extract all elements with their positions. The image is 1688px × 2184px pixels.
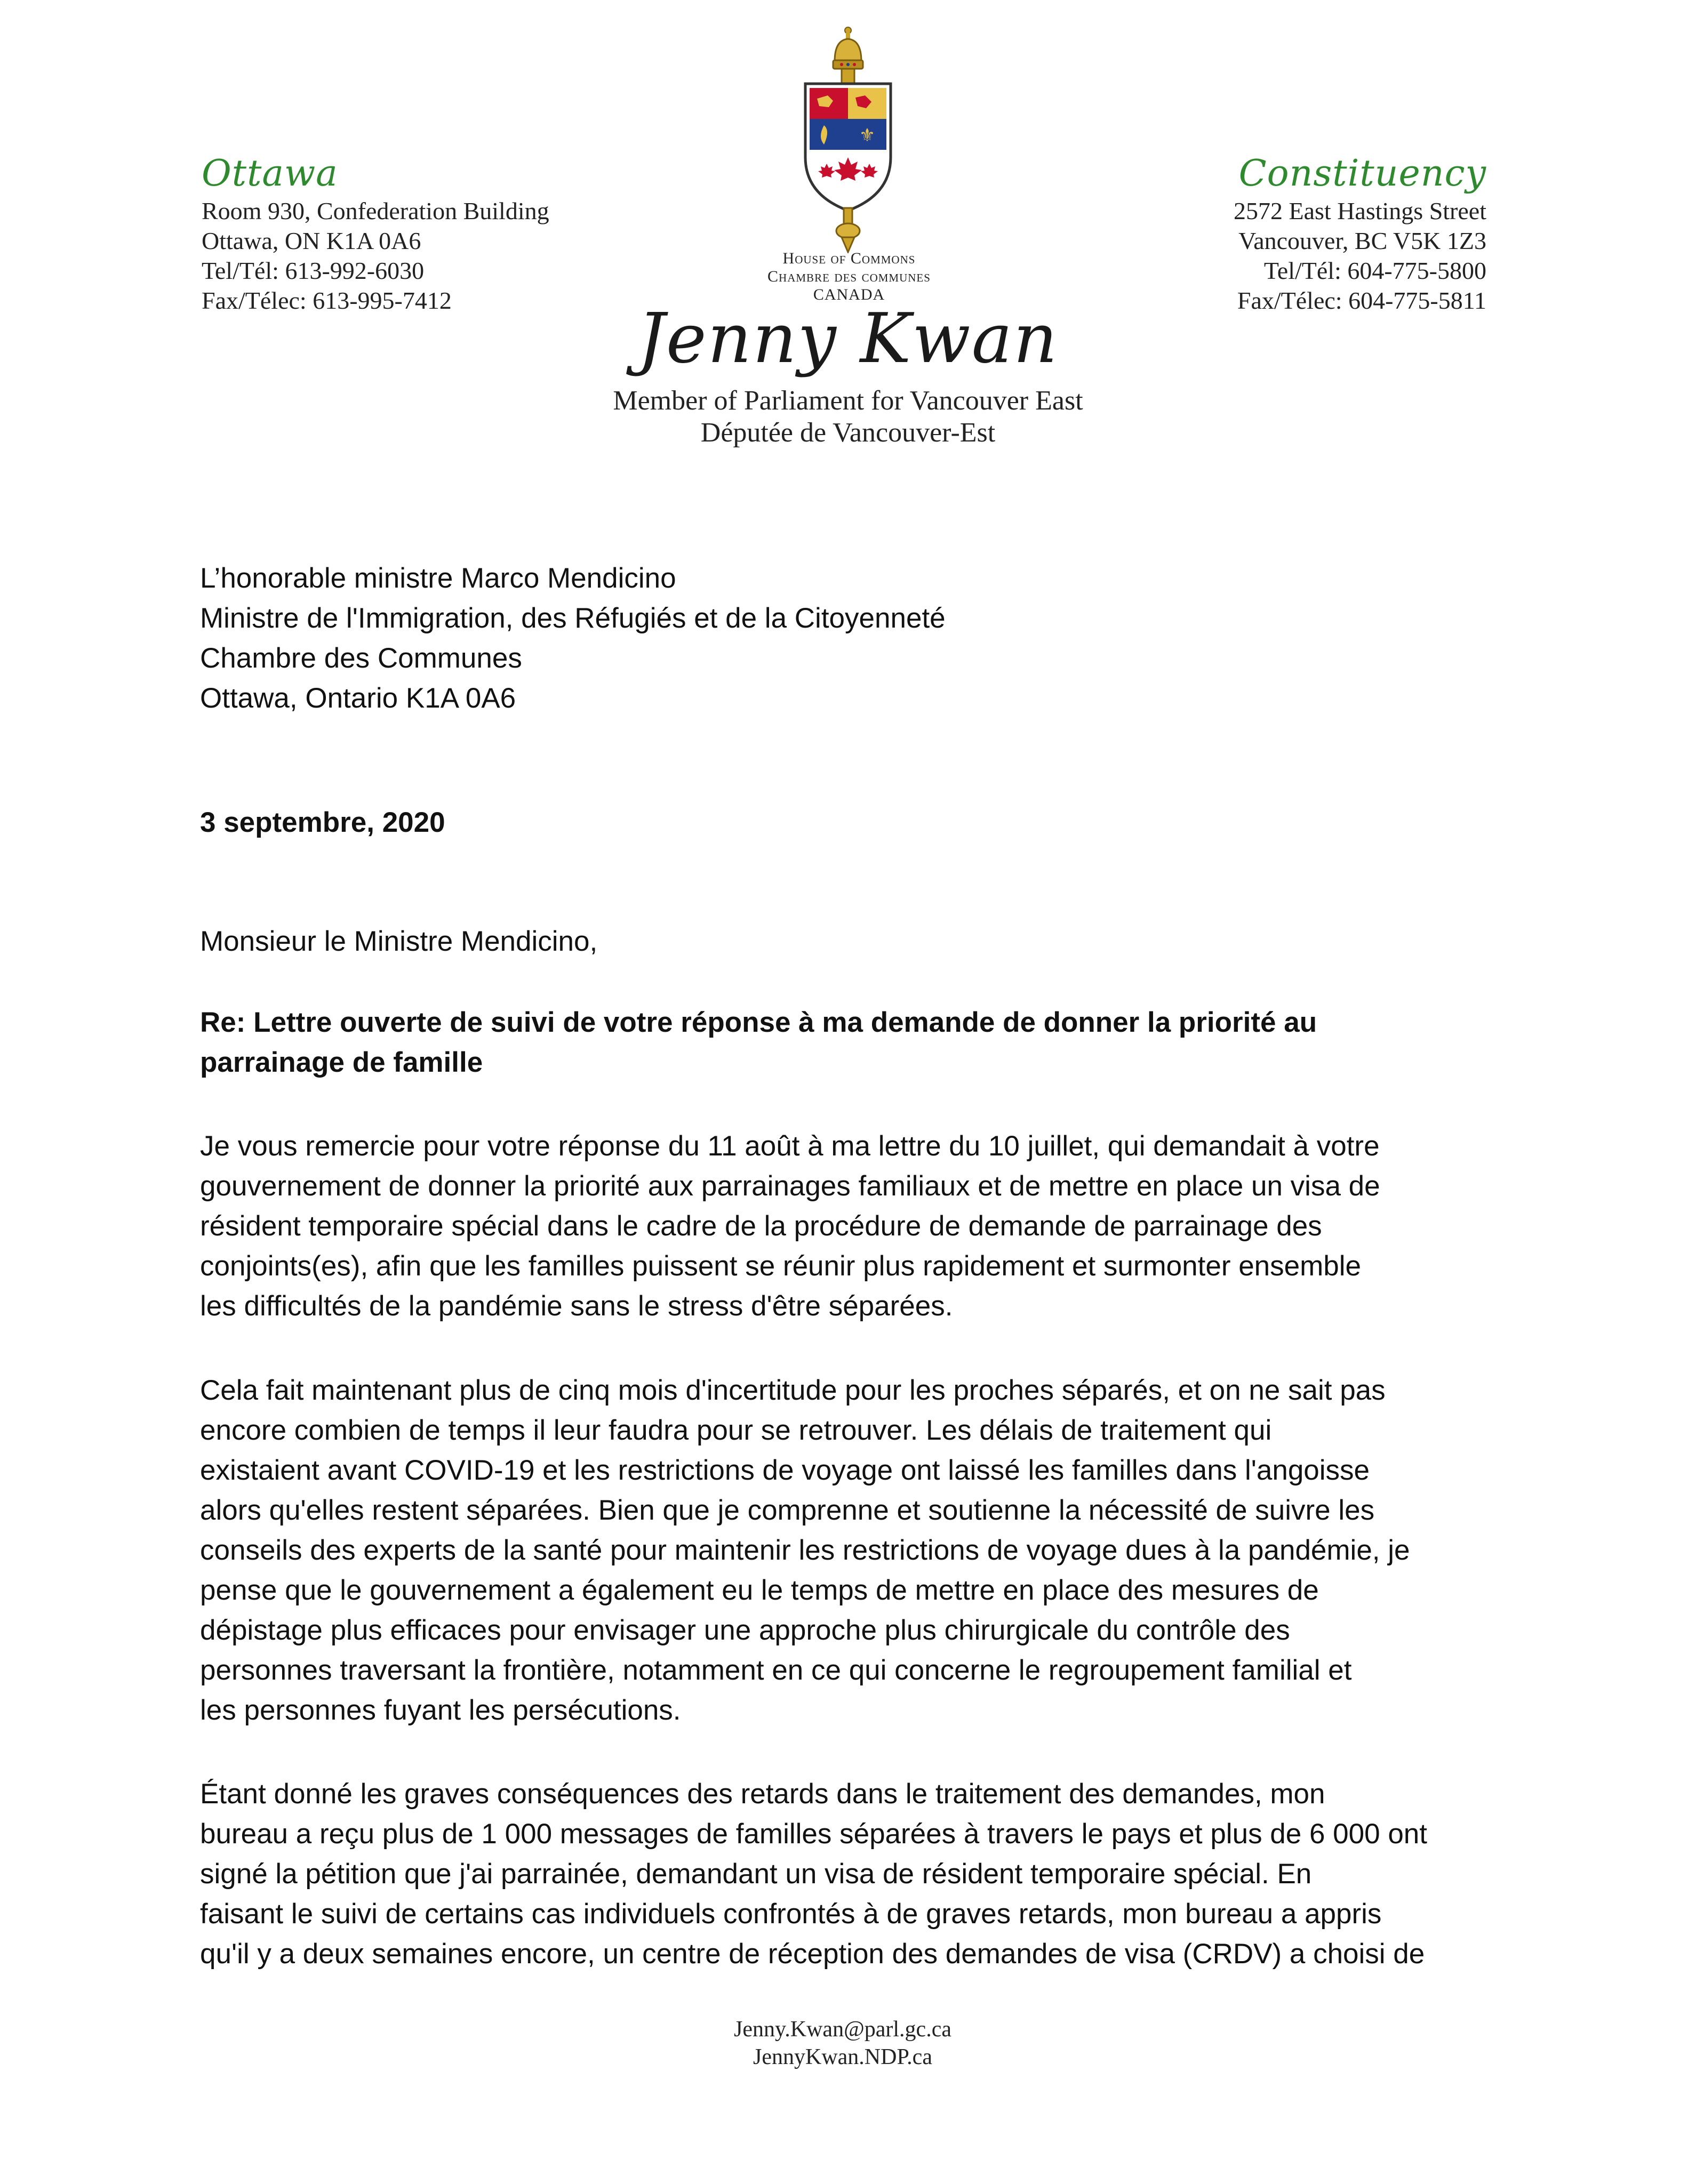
crest-caption-line: House of Commons — [782, 250, 916, 267]
shield-icon — [805, 84, 891, 211]
paragraph-line: résident temporaire spécial dans le cadre de la procédure de demande de parrainage des — [200, 1210, 1322, 1242]
constituency-address-line: 2572 East Hastings Street — [1234, 197, 1486, 224]
ottawa-tel-line: Tel/Tél: 613-992-6030 — [202, 257, 425, 284]
paragraph-1 — [200, 1126, 1380, 1326]
recipient-line: Ministre de l'Immigration, des Réfugiés et de la Citoyenneté — [200, 603, 946, 634]
ottawa-city-line: Ottawa, ON K1A 0A6 — [202, 227, 421, 254]
paragraph-line: qu'il y a deux semaines encore, un centre de réception des demandes de visa (CRDV) a choisi de — [200, 1938, 1425, 1970]
recipient-line: Ottawa, Ontario K1A 0A6 — [200, 682, 516, 714]
mp-title-french: Députée de Vancouver-Est — [700, 417, 996, 448]
recipient-block — [200, 558, 946, 718]
mp-title — [555, 385, 1141, 449]
crown-icon — [833, 27, 863, 69]
salutation: Monsieur le Ministre Mendicino, — [200, 926, 598, 957]
ottawa-office-block — [202, 152, 628, 316]
paragraph-line: encore combien de temps il leur faudra pour se retrouver. Les délais de traitement qui — [200, 1415, 1272, 1446]
constituency-heading: Constituency — [1238, 152, 1486, 195]
paragraph-line: conjoints(es), afin que les familles puissent se réunir plus rapidement et surmonter ensemble — [200, 1250, 1362, 1282]
svg-text:⚜: ⚜ — [859, 125, 876, 146]
paragraph-line: bureau a reçu plus de 1 000 messages de familles séparées à travers le pays et plus de 6 000 ont — [200, 1818, 1427, 1850]
constituency-office-block — [1060, 152, 1486, 316]
paragraph-line: personnes traversant la frontière, notamment en ce qui concerne le regroupement familial et — [200, 1655, 1352, 1686]
constituency-fax-line: Fax/Télec: 604-775-5811 — [1237, 287, 1486, 314]
paragraph-line: Étant donné les graves conséquences des retards dans le traitement des demandes, mon — [200, 1778, 1325, 1810]
paragraph-line: conseils des experts de la santé pour maintenir les restrictions de voyage dues à la pandémie, je — [200, 1535, 1410, 1566]
mp-name: Jenny Kwan — [637, 299, 1059, 379]
subject-line-text: Re: Lettre ouverte de suivi de votre réponse à ma demande de donner la priorité au — [200, 1007, 1317, 1038]
constituency-tel-line: Tel/Tél: 604-775-5800 — [1263, 257, 1486, 284]
mp-title-english: Member of Parliament for Vancouver East — [613, 386, 1083, 416]
letter-date: 3 septembre, 2020 — [200, 807, 445, 838]
paragraph-line: Cela fait maintenant plus de cinq mois d'incertitude pour les proches séparés, et on ne sait pas — [200, 1375, 1386, 1406]
paragraph-line: les difficultés de la pandémie sans le stress d'être séparées. — [200, 1290, 953, 1322]
paragraph-line: pense que le gouvernement a également eu le temps de mettre en place des mesures de — [200, 1575, 1319, 1606]
paragraph-line: dépistage plus efficaces pour envisager une approche plus chirurgicale du contrôle des — [200, 1615, 1290, 1646]
paragraph-line: alors qu'elles restent séparées. Bien que je comprenne et soutienne la nécessité de suivre les — [200, 1495, 1375, 1526]
paragraph-line: les personnes fuyant les persécutions. — [200, 1695, 681, 1726]
ottawa-heading: Ottawa — [202, 152, 338, 195]
subject-line — [200, 1002, 1317, 1082]
ottawa-address-line: Room 930, Confederation Building — [202, 197, 549, 224]
paragraph-line: gouvernement de donner la priorité aux parrainages familiaux et de mettre en place un visa de — [200, 1170, 1380, 1202]
crest-caption — [705, 250, 993, 304]
crest-caption-line: CANADA — [813, 286, 885, 303]
footer-website: JennyKwan.NDP.ca — [753, 2045, 932, 2069]
crest-caption-line: Chambre des communes — [767, 268, 931, 285]
constituency-city-line: Vancouver, BC V5K 1Z3 — [1238, 227, 1486, 254]
paragraph-line: existaient avant COVID-19 et les restrictions de voyage ont laissé les familles dans l'angoisse — [200, 1455, 1370, 1486]
house-of-commons-crest-icon — [784, 24, 912, 253]
footer-email: Jenny.Kwan@parl.gc.ca — [734, 2017, 951, 2042]
recipient-line: Chambre des Communes — [200, 643, 522, 674]
paragraph-line: Je vous remercie pour votre réponse du 11 août à ma lettre du 10 juillet, qui demandait à votre — [200, 1130, 1380, 1162]
paragraph-line: signé la pétition que j'ai parrainée, demandant un visa de résident temporaire spécial. En — [200, 1858, 1312, 1890]
footer — [576, 2016, 1109, 2071]
subject-line-text: parrainage de famille — [200, 1047, 483, 1078]
ottawa-fax-line: Fax/Télec: 613-995-7412 — [202, 287, 452, 314]
paragraph-3 — [200, 1774, 1427, 1974]
paragraph-line: faisant le suivi de certains cas individuels confrontés à de graves retards, mon bureau a appris — [200, 1898, 1382, 1930]
recipient-line: L’honorable ministre Marco Mendicino — [200, 563, 676, 594]
paragraph-2 — [200, 1370, 1410, 1730]
